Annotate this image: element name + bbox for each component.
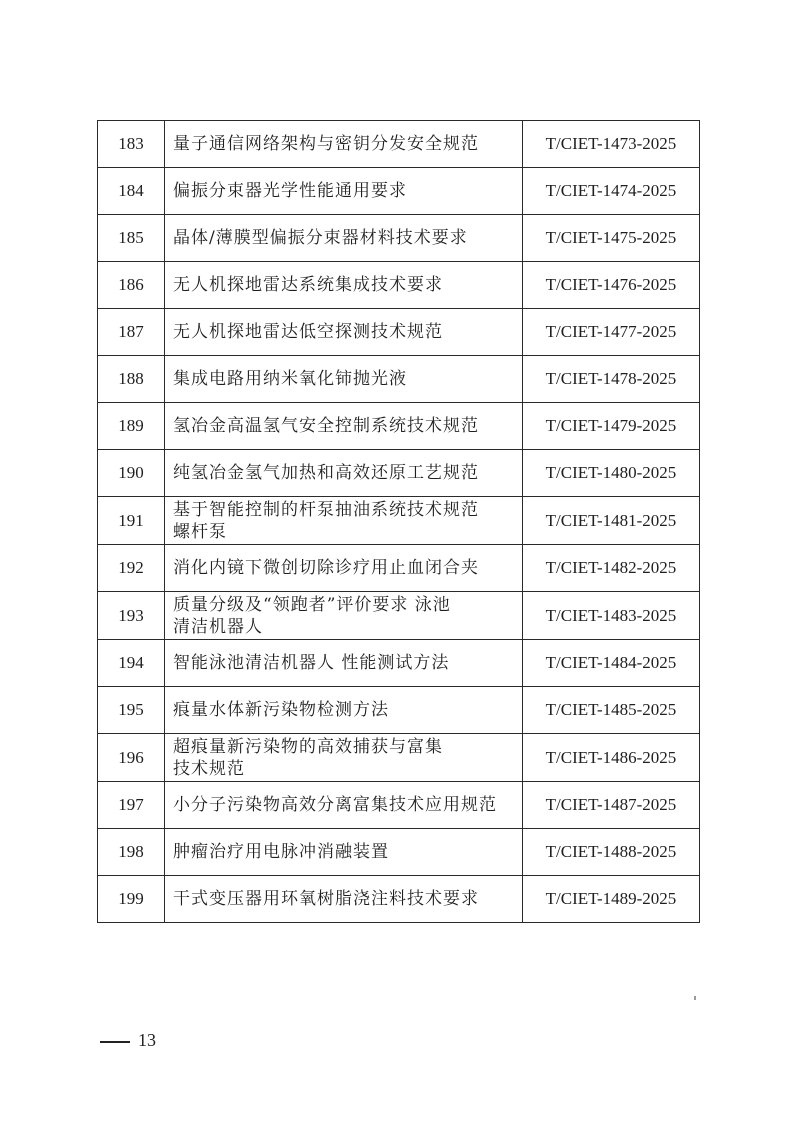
standard-code: T/CIET-1489-2025: [523, 876, 700, 923]
title-line: 技术规范: [173, 758, 245, 779]
table-row: [98, 592, 700, 640]
standard-code: T/CIET-1483-2025: [523, 592, 700, 640]
title-line: 清洁机器人: [173, 616, 263, 637]
standard-title: [165, 497, 523, 545]
row-number: 185: [98, 215, 165, 262]
standard-code: T/CIET-1482-2025: [523, 545, 700, 592]
em-dash: [100, 1041, 130, 1043]
table-row: [98, 403, 700, 450]
standard-title: 痕量水体新污染物检测方法: [165, 687, 523, 734]
table-row: [98, 168, 700, 215]
row-number: 188: [98, 356, 165, 403]
row-number: 196: [98, 734, 165, 782]
standard-title: 无人机探地雷达系统集成技术要求: [165, 262, 523, 309]
table-row: [98, 876, 700, 923]
table-row: [98, 829, 700, 876]
standard-title: 量子通信网络架构与密钥分发安全规范: [165, 121, 523, 168]
standard-code: T/CIET-1474-2025: [523, 168, 700, 215]
row-number: 183: [98, 121, 165, 168]
standard-title: 肿瘤治疗用电脉冲消融装置: [165, 829, 523, 876]
table-row: [98, 309, 700, 356]
title-line: 基于智能控制的杆泵抽油系统技术规范: [173, 499, 479, 520]
page-number: 13: [138, 1030, 156, 1050]
row-number: 190: [98, 450, 165, 497]
row-number: 193: [98, 592, 165, 640]
standard-title: 智能泳池清洁机器人 性能测试方法: [165, 640, 523, 687]
standard-title: 无人机探地雷达低空探测技术规范: [165, 309, 523, 356]
row-number: 187: [98, 309, 165, 356]
scan-speck: [694, 996, 696, 1000]
standard-code: T/CIET-1487-2025: [523, 782, 700, 829]
standard-title: [165, 592, 523, 640]
table-row: [98, 215, 700, 262]
table-row: [98, 640, 700, 687]
table-row: [98, 497, 700, 545]
title-line: 超痕量新污染物的高效捕获与富集: [173, 736, 443, 757]
standard-code: T/CIET-1488-2025: [523, 829, 700, 876]
standard-code: T/CIET-1478-2025: [523, 356, 700, 403]
standard-title: 干式变压器用环氧树脂浇注料技术要求: [165, 876, 523, 923]
table-row: [98, 545, 700, 592]
standard-code: T/CIET-1485-2025: [523, 687, 700, 734]
row-number: 194: [98, 640, 165, 687]
standard-code: T/CIET-1484-2025: [523, 640, 700, 687]
row-number: 197: [98, 782, 165, 829]
standard-title: 氢冶金高温氢气安全控制系统技术规范: [165, 403, 523, 450]
row-number: 198: [98, 829, 165, 876]
standard-code: T/CIET-1477-2025: [523, 309, 700, 356]
row-number: 191: [98, 497, 165, 545]
row-number: 192: [98, 545, 165, 592]
table-row: [98, 687, 700, 734]
standard-code: T/CIET-1479-2025: [523, 403, 700, 450]
row-number: 186: [98, 262, 165, 309]
standard-code: T/CIET-1480-2025: [523, 450, 700, 497]
table-row: [98, 734, 700, 782]
standard-title: 小分子污染物高效分离富集技术应用规范: [165, 782, 523, 829]
standard-title: 消化内镜下微创切除诊疗用止血闭合夹: [165, 545, 523, 592]
row-number: 184: [98, 168, 165, 215]
row-number: 189: [98, 403, 165, 450]
standard-title: 纯氢冶金氢气加热和高效还原工艺规范: [165, 450, 523, 497]
title-line: 质量分级及“领跑者”评价要求 泳池: [173, 594, 451, 615]
standard-title: [165, 734, 523, 782]
table-row: [98, 782, 700, 829]
row-number: 199: [98, 876, 165, 923]
standard-code: T/CIET-1475-2025: [523, 215, 700, 262]
table-row: [98, 450, 700, 497]
table-row: [98, 356, 700, 403]
standard-code: T/CIET-1486-2025: [523, 734, 700, 782]
standard-code: T/CIET-1481-2025: [523, 497, 700, 545]
table-row: [98, 121, 700, 168]
table-row: [98, 262, 700, 309]
standards-table: [97, 120, 700, 923]
standard-title: 集成电路用纳米氧化铈抛光液: [165, 356, 523, 403]
standard-title: 晶体/薄膜型偏振分束器材料技术要求: [165, 215, 523, 262]
standard-code: T/CIET-1476-2025: [523, 262, 700, 309]
title-line: 螺杆泵: [173, 521, 227, 542]
row-number: 195: [98, 687, 165, 734]
standard-title: 偏振分束器光学性能通用要求: [165, 168, 523, 215]
standard-code: T/CIET-1473-2025: [523, 121, 700, 168]
page-footer: [100, 1030, 156, 1051]
